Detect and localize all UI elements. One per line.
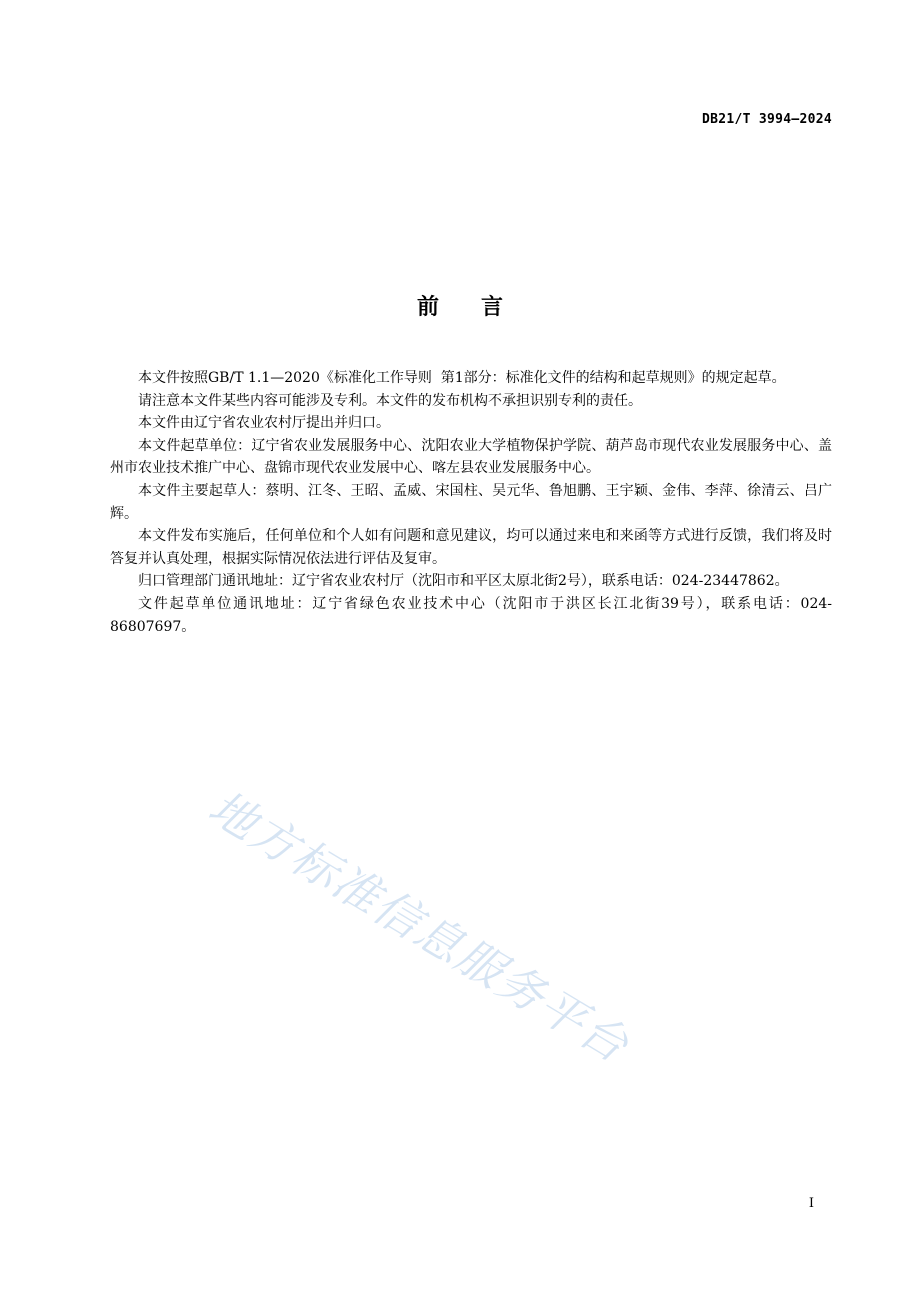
paragraph-patent-notice: 请注意本文件某些内容可能涉及专利。本文件的发布机构不承担识别专利的责任。 [138, 392, 642, 409]
document-code: DB21/T 3994—2024 [701, 112, 832, 127]
paragraph-proposer: 本文件由辽宁省农业农村厅提出并归口。 [138, 415, 390, 432]
paragraph-drafting-units: 本文件起草单位：辽宁省农业发展服务中心、沈阳农业大学植物保护学院、葫芦岛市现代农业发展服务中心、盖州市农业技术推广中心、盘锦市现代农业发展中心、喀左县农业发展服务中心。 [110, 437, 832, 477]
paragraph-authority-address: 归口管理部门通讯地址：辽宁省农业农村厅（沈阳市和平区太原北街2号），联系电话：024-23447862。 [138, 573, 789, 590]
paragraph-drafting-rules: 本文件按照GB/T 1.1—2020《标准化工作导则 第1部分：标准化文件的结构和起草规则》的规定起草。 [138, 370, 786, 386]
paragraph-feedback: 本文件发布实施后，任何单位和个人如有问题和意见建议，均可以通过来电和来函等方式进行反馈，我们将及时答复并认真处理，根据实际情况依法进行评估及复审。 [110, 528, 832, 567]
foreword-body [110, 367, 832, 638]
page-title: 前言 [416, 295, 545, 320]
paragraph-drafter-address: 文件起草单位通讯地址：辽宁省绿色农业技术中心（沈阳市于洪区长江北街39号），联系电话：024-86807697。 [110, 595, 832, 635]
page-number: I [808, 1196, 814, 1211]
paragraph-drafters: 本文件主要起草人：蔡明、江冬、王昭、孟威、宋国柱、吴元华、鲁旭鹏、王宇颖、金伟、李萍、徐清云、吕广辉。 [110, 482, 832, 522]
watermark: 地方标准信息服务平台 [199, 779, 639, 1074]
